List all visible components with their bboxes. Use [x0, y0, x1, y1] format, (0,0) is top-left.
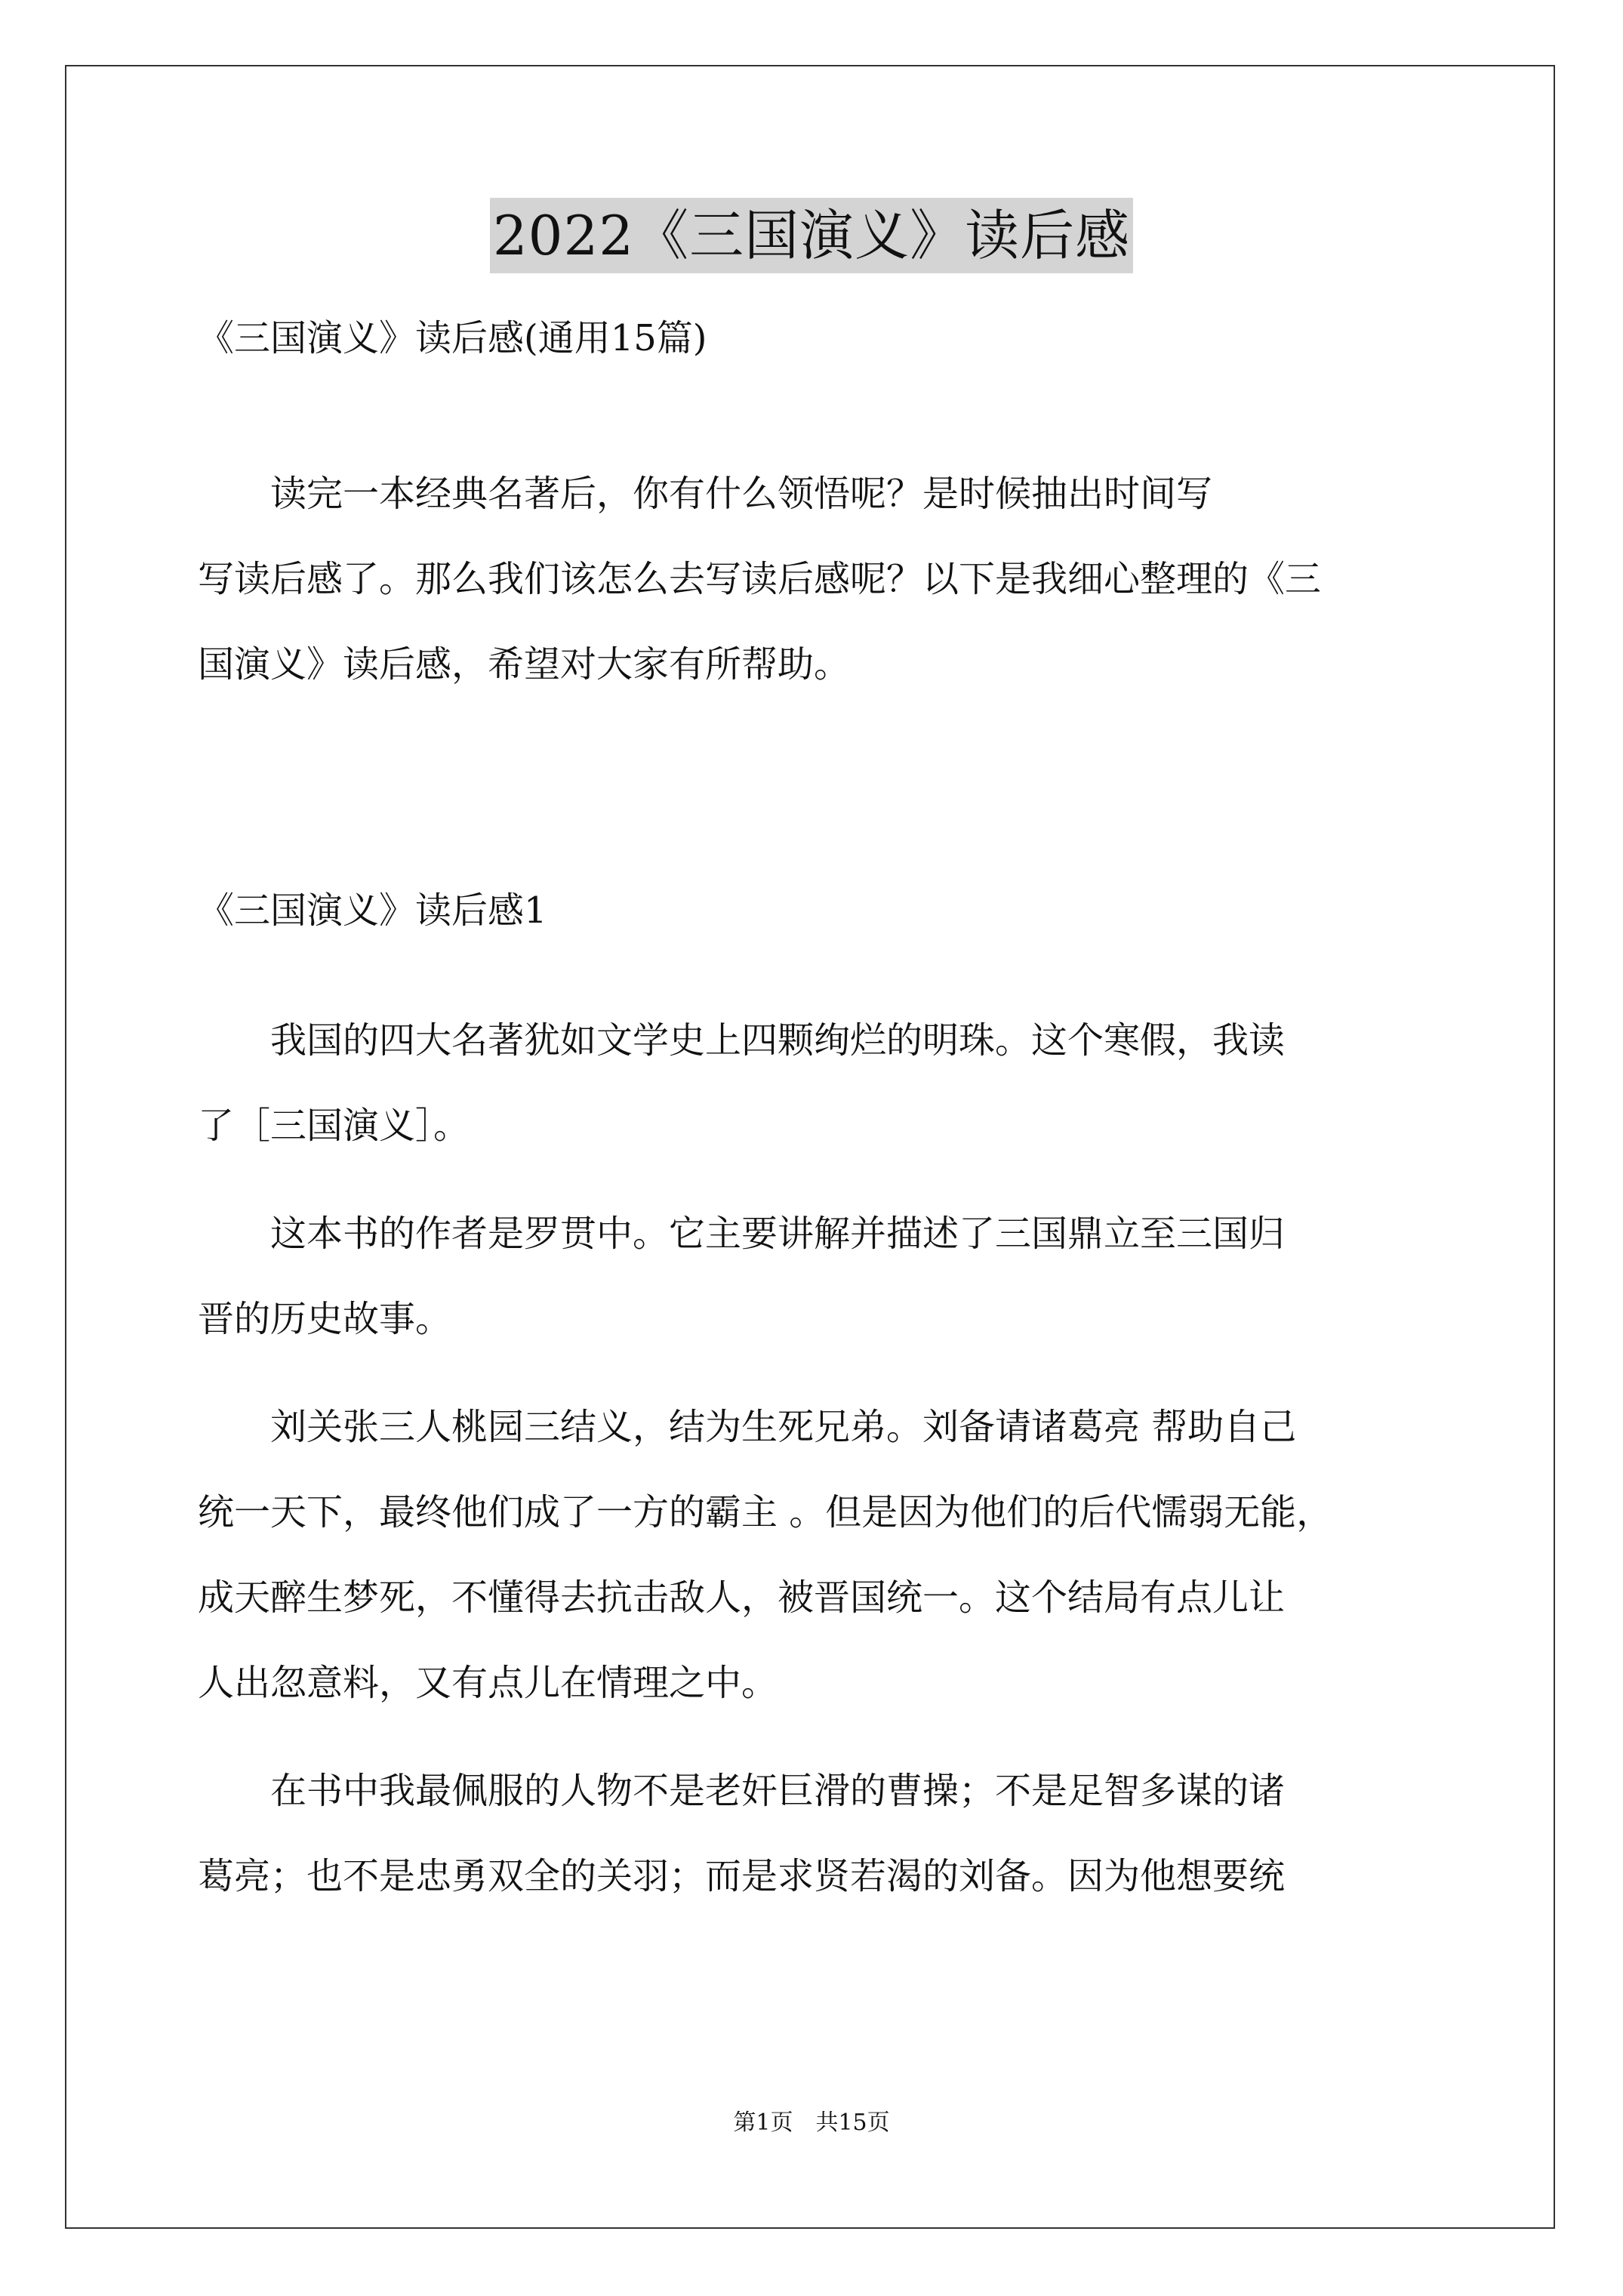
intro-paragraph [198, 451, 1436, 707]
body-line: 葛亮；也不是忠勇双全的关羽；而是求贤若渴的刘备。因为他想要统 [198, 1855, 1286, 1897]
body-line: 成天醉生梦死，不懂得去抗击敌人，被晋国统一。这个结局有点儿让 [198, 1576, 1286, 1619]
title-container [0, 198, 1623, 273]
body-paragraph [198, 1385, 1436, 1726]
intro-line: 读完一本经典名著后，你有什么领悟呢？是时候抽出时间写 [198, 473, 1213, 515]
body-line: 统一天下，最终他们成了一方的霸主 。但是因为他们的后代懦弱无能， [198, 1491, 1333, 1533]
body-paragraph [198, 1749, 1436, 1919]
body-line: 了［三国演义］。 [198, 1105, 470, 1147]
section-heading: 《三国演义》读后感1 [198, 889, 547, 932]
document-subtitle: 《三国演义》读后感(通用15篇) [198, 317, 707, 359]
body-line: 晋的历史故事。 [198, 1298, 452, 1340]
document-title: 2022《三国演义》读后感 [490, 198, 1133, 273]
body-line: 我国的四大名著犹如文学史上四颗绚烂的明珠。这个寒假，我读 [198, 1019, 1286, 1062]
body-line: 刘关张三人桃园三结义，结为生死兄弟。刘备请诸葛亮 帮助自己 [198, 1406, 1297, 1448]
body-line: 人出忽意料，又有点儿在情理之中。 [198, 1662, 778, 1704]
body-paragraph [198, 1191, 1436, 1362]
page-footer: 第1页 共15页 [733, 2110, 890, 2136]
intro-line: 写读后感了。那么我们该怎么去写读后感呢？以下是我细心整理的《三 [198, 558, 1322, 600]
body-line: 这本书的作者是罗贯中。它主要讲解并描述了三国鼎立至三国归 [198, 1213, 1286, 1255]
body-paragraph [198, 998, 1436, 1169]
essay-body [198, 998, 1436, 1942]
intro-line: 国演义》读后感，希望对大家有所帮助。 [198, 643, 851, 686]
body-line: 在书中我最佩服的人物不是老奸巨滑的曹操；不是足智多谋的诸 [198, 1770, 1286, 1812]
